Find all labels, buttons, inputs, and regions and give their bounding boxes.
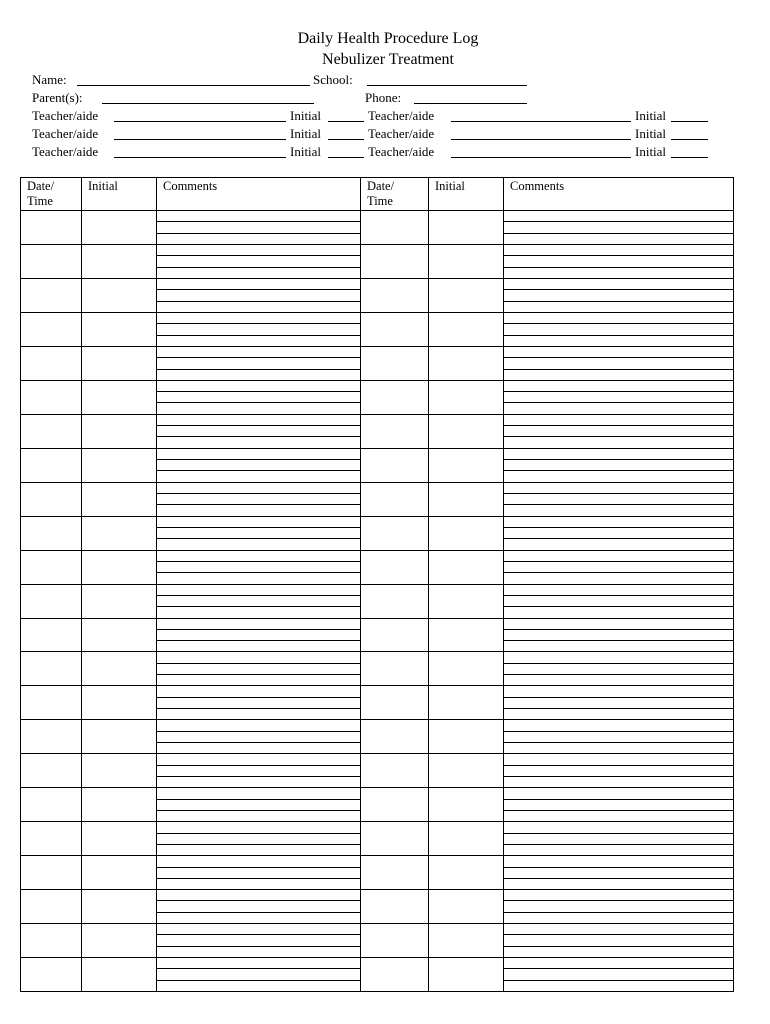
teacher-aide-field[interactable] [114,139,286,140]
school-label: School: [313,72,353,87]
comment-line[interactable] [156,833,360,834]
col-header-date-time: Date/ Time [27,179,55,208]
comment-line[interactable] [503,934,734,935]
comment-line[interactable] [503,708,734,709]
teacher-aide-field[interactable] [451,139,631,140]
table-row [21,584,733,585]
name-label: Name: [32,72,67,87]
comment-line[interactable] [156,708,360,709]
comment-line[interactable] [503,810,734,811]
name-field[interactable] [77,85,310,86]
table-row [21,787,733,788]
comment-line[interactable] [503,391,734,392]
comment-line[interactable] [503,289,734,290]
table-row [21,618,733,619]
table-row [21,855,733,856]
comment-line[interactable] [156,402,360,403]
col-header-initial: Initial [435,179,465,193]
table-row [21,244,733,245]
comment-line[interactable] [503,357,734,358]
table-row [21,210,733,211]
comment-line[interactable] [503,912,734,913]
comment-line[interactable] [503,233,734,234]
comment-line[interactable] [156,436,360,437]
table-row [21,550,733,551]
comment-line[interactable] [156,301,360,302]
comment-line[interactable] [503,572,734,573]
comment-line[interactable] [503,267,734,268]
log-table [20,177,734,992]
teacher-aide-field[interactable] [451,157,631,158]
comment-line[interactable] [156,572,360,573]
table-row [21,889,733,890]
table-row [21,821,733,822]
comment-line[interactable] [156,357,360,358]
comment-line[interactable] [503,369,734,370]
comment-line[interactable] [156,233,360,234]
comment-line[interactable] [156,810,360,811]
comment-line[interactable] [156,221,360,222]
comment-line[interactable] [156,697,360,698]
comment-line[interactable] [156,968,360,969]
table-row [21,448,733,449]
initial-label: Initial [635,108,667,123]
comment-line[interactable] [156,912,360,913]
comment-line[interactable] [156,255,360,256]
comment-line[interactable] [503,606,734,607]
comment-line[interactable] [503,946,734,947]
initial-label: Initial [290,144,322,159]
initial-label: Initial [290,108,322,123]
initial-label: Initial [290,126,322,141]
comment-line[interactable] [156,946,360,947]
comment-line[interactable] [156,674,360,675]
comment-line[interactable] [503,425,734,426]
form-subtitle: Nebulizer Treatment [322,51,454,68]
comment-line[interactable] [503,844,734,845]
table-row [21,346,733,347]
comment-line[interactable] [503,697,734,698]
comment-line[interactable] [503,595,734,596]
parents-label: Parent(s): [32,90,83,105]
comment-line[interactable] [503,561,734,562]
table-row [21,482,733,483]
comment-line[interactable] [503,470,734,471]
comment-line[interactable] [156,878,360,879]
form-title: Daily Health Procedure Log [297,30,479,47]
initial-field[interactable] [671,157,708,158]
col-header-comments: Comments [510,179,565,193]
col-header-comments: Comments [163,179,218,193]
phone-label: Phone: [365,90,402,105]
comment-line[interactable] [156,369,360,370]
comment-line[interactable] [503,878,734,879]
comment-line[interactable] [156,470,360,471]
teacher-aide-label: Teacher/aide [368,126,435,141]
comment-line[interactable] [156,504,360,505]
comment-line[interactable] [503,221,734,222]
comment-line[interactable] [156,527,360,528]
table-row [21,278,733,279]
comment-line[interactable] [156,606,360,607]
table-row [21,516,733,517]
teacher-aide-field[interactable] [114,157,286,158]
table-row [21,753,733,754]
comment-line[interactable] [503,402,734,403]
comment-line[interactable] [156,799,360,800]
initial-field[interactable] [671,121,708,122]
comment-line[interactable] [156,844,360,845]
comment-line[interactable] [503,833,734,834]
comment-line[interactable] [503,731,734,732]
teacher-aide-label: Teacher/aide [32,144,99,159]
comment-line[interactable] [156,776,360,777]
comment-line[interactable] [156,561,360,562]
column-divider [81,178,82,991]
comment-line[interactable] [156,980,360,981]
col-header-date-time: Date/ Time [367,179,395,208]
phone-field[interactable] [414,103,527,104]
initial-field[interactable] [328,157,364,158]
comment-line[interactable] [156,391,360,392]
comment-line[interactable] [503,504,734,505]
comment-line[interactable] [156,742,360,743]
comment-line[interactable] [503,968,734,969]
teacher-aide-label: Teacher/aide [368,108,435,123]
initial-label: Initial [635,144,667,159]
comment-line[interactable] [156,640,360,641]
comment-line[interactable] [503,436,734,437]
comment-line[interactable] [503,538,734,539]
table-row [21,685,733,686]
comment-line[interactable] [503,527,734,528]
initial-field[interactable] [328,139,364,140]
table-row [21,414,733,415]
table-row [21,719,733,720]
teacher-aide-label: Teacher/aide [368,144,435,159]
initial-field[interactable] [671,139,708,140]
col-header-initial: Initial [88,179,118,193]
parents-field[interactable] [102,103,314,104]
column-divider [360,178,361,991]
comment-line[interactable] [156,335,360,336]
comment-line[interactable] [156,731,360,732]
teacher-aide-field[interactable] [114,121,286,122]
comment-line[interactable] [156,459,360,460]
comment-line[interactable] [503,629,734,630]
comment-line[interactable] [503,335,734,336]
comment-line[interactable] [503,301,734,302]
initial-field[interactable] [328,121,364,122]
school-field[interactable] [367,85,527,86]
table-row [21,380,733,381]
comment-line[interactable] [156,267,360,268]
comment-line[interactable] [156,493,360,494]
comment-line[interactable] [156,538,360,539]
comment-line[interactable] [156,289,360,290]
table-row [21,312,733,313]
comment-line[interactable] [503,255,734,256]
table-row [21,651,733,652]
column-divider [428,178,429,991]
comment-line[interactable] [503,980,734,981]
comment-line[interactable] [503,765,734,766]
comment-line[interactable] [503,776,734,777]
teacher-aide-label: Teacher/aide [32,108,99,123]
comment-line[interactable] [156,765,360,766]
comment-line[interactable] [503,640,734,641]
comment-line[interactable] [503,663,734,664]
initial-label: Initial [635,126,667,141]
comment-line[interactable] [156,663,360,664]
comment-line[interactable] [503,674,734,675]
comment-line[interactable] [503,742,734,743]
comment-line[interactable] [503,867,734,868]
comment-line[interactable] [503,493,734,494]
comment-line[interactable] [156,900,360,901]
comment-line[interactable] [503,323,734,324]
table-row [21,957,733,958]
comment-line[interactable] [156,323,360,324]
comment-line[interactable] [503,459,734,460]
teacher-aide-field[interactable] [451,121,631,122]
comment-line[interactable] [503,900,734,901]
comment-line[interactable] [156,934,360,935]
table-row [21,923,733,924]
comment-line[interactable] [503,799,734,800]
teacher-aide-label: Teacher/aide [32,126,99,141]
comment-line[interactable] [156,867,360,868]
comment-line[interactable] [156,629,360,630]
comment-line[interactable] [156,595,360,596]
comment-line[interactable] [156,425,360,426]
